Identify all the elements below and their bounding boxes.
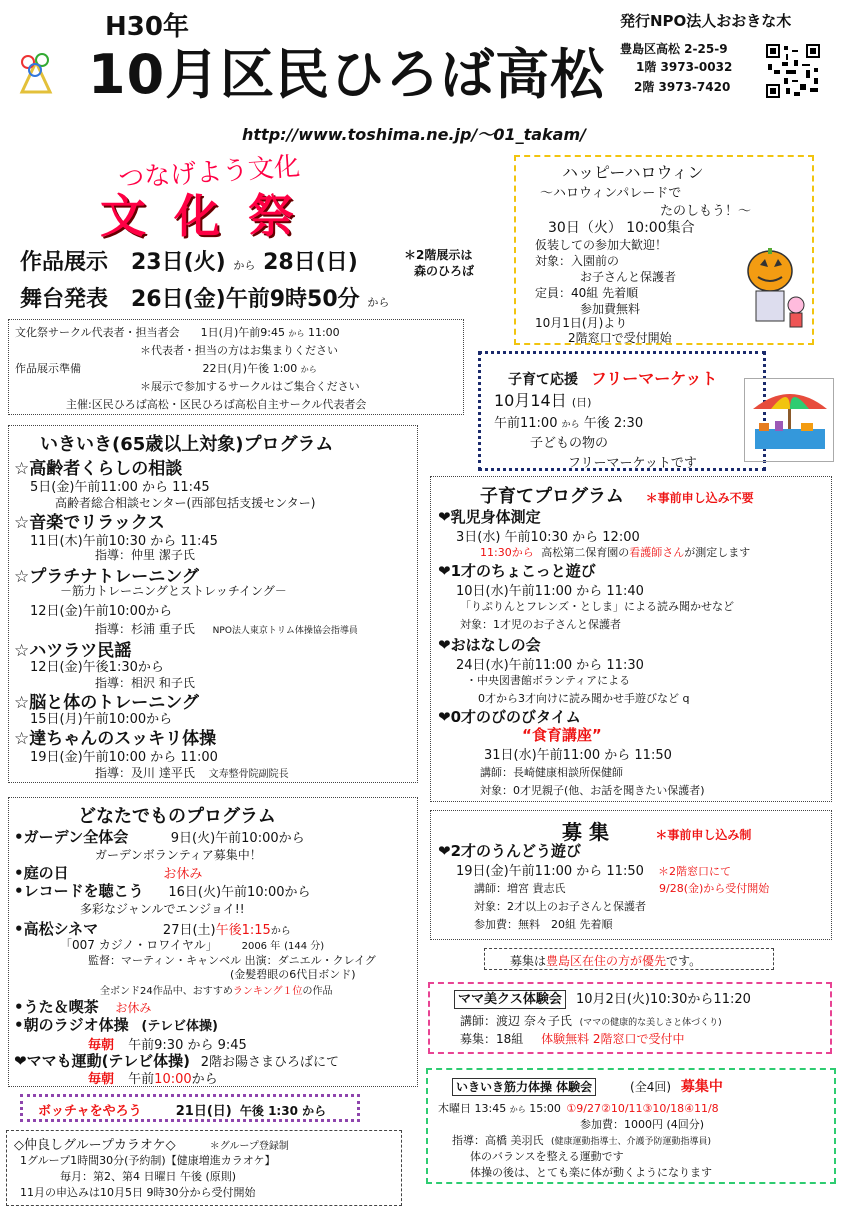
halloween-title: ハッピーハロウィン — [562, 163, 704, 182]
k4-time: 31日(水)午前11:00 から 11:50 — [484, 748, 672, 763]
boccia-date: 21日(日) — [175, 1104, 232, 1119]
radio-title: •朝のラジオ体操 — [14, 1016, 129, 1034]
meeting-line-2: ＊代表者・担当の方はお集まりください — [140, 344, 338, 357]
k1-note-time: 11:30から — [480, 546, 534, 559]
k4-target: 対象：0才児親子(他、お話を聞きたい保護者) — [480, 784, 705, 797]
niwa-title: •庭の日 — [14, 864, 69, 882]
boshu-time-row — [456, 860, 731, 879]
boshu-item-title: ❤2才のうんどう遊び — [438, 842, 582, 860]
k2-note: 「りぷりんとフレンズ・としま」による読み聞かせなど — [460, 600, 734, 613]
exhibit-from: 23日(火) — [131, 250, 226, 275]
bond-ranking-a: 全ボンド24作品中、おすすめ — [100, 986, 233, 997]
mama-beauty-recruit — [460, 1030, 685, 1047]
fleamarket-title: フリーマーケット — [590, 369, 718, 388]
k4-title: ❤0才のびのびタイム — [438, 708, 581, 726]
bond-ranking-row — [100, 982, 333, 997]
halloween-l1: 仮装しての参加大歓迎！ — [535, 238, 668, 252]
mama-beauty-lecturer-desc: (ママの健康的な美しさと体づくり) — [579, 1018, 722, 1028]
kinryoku-l3: 体操の後は、とても楽に体が動くようになります — [470, 1166, 712, 1179]
ikiiki-item-6-title: ☆達ちゃんのスッキリ体操 — [14, 729, 217, 749]
k3-note-1: ・中央図書館ボランティアによる — [466, 674, 631, 687]
cinema-title: •高松シネマ — [14, 920, 99, 938]
mama-time-a: 午前 — [128, 1072, 155, 1087]
priority-c: です。 — [666, 954, 702, 968]
kosodate-title: 子育てプログラム — [480, 486, 624, 507]
k1-time: 3日(水) 午前10:30 から 12:00 — [456, 530, 640, 545]
exhibit-label: 作品展示 — [20, 250, 109, 275]
boshu-head — [562, 816, 751, 845]
kinryoku-head — [452, 1076, 723, 1096]
mama-beauty-lecturer — [460, 1012, 722, 1029]
kinryoku-dates — [438, 1100, 719, 1116]
film-title: 「007 カジノ・ロワイヤル」 — [60, 938, 218, 952]
meeting-line-1 — [15, 324, 340, 340]
stage-label: 舞台発表 — [20, 287, 109, 312]
k1-note-b: 看護師さん — [629, 546, 685, 559]
logo — [14, 48, 58, 96]
ikiiki-title: いきいき(65歳以上対象)プログラム — [40, 434, 334, 455]
ikiiki-item-3-org: NPO法人東京トリム体操協会指導員 — [212, 626, 358, 636]
record-title: •レコードを聴こう — [14, 882, 144, 900]
k3-note-2: 0才から3才向けに読み聞かせ手遊びなど q — [478, 692, 690, 705]
ikiiki-item-6-time: 19日(金)午前10:00 から 11:00 — [30, 750, 218, 765]
radio-every: 毎朝 — [88, 1038, 115, 1053]
k4-lecturer: 講師：長崎健康相談所保健師 — [480, 766, 623, 779]
halloween-l2: 対象：入園前の — [535, 254, 620, 268]
stage-suffix: から — [367, 296, 390, 309]
ikiiki-item-3-instructor: 指導：杉浦 重子氏 — [95, 622, 195, 636]
festival-subtitle: つなげよう文化 — [117, 151, 302, 195]
mama-sub: 2階お陽さまひろばにて — [200, 1055, 340, 1070]
exhibit-from-word: から — [233, 259, 256, 272]
ikiiki-item-5-time: 15日(月)午前10:00から — [30, 712, 173, 727]
tel-1f: 1階 3973-0032 — [636, 60, 733, 74]
mama-time-c: から — [191, 1072, 218, 1087]
fleamarket-time-row — [494, 412, 643, 431]
prep-from: から — [300, 365, 317, 374]
boshu-reg: 9/28(金)から受付開始 — [659, 882, 770, 895]
boshu-target: 対象：2才以上のお子さんと保護者 — [474, 900, 646, 913]
ikiiki-item-6-org: 文寿整骨院副院長 — [208, 769, 289, 780]
cinema-from: から — [270, 926, 291, 937]
halloween-l6: 10月1日(月)より — [535, 316, 628, 330]
k2-title: ❤1才のちょこっと遊び — [438, 562, 596, 580]
boshu-title: 募 集 — [562, 820, 609, 844]
festival-line-1 — [20, 245, 358, 276]
fleamarket-from: から — [561, 420, 580, 430]
boccia-row — [38, 1100, 326, 1119]
ikiiki-item-2-title: ☆音楽でリラックス — [14, 513, 165, 533]
halloween-l3: お子さんと保護者 — [580, 270, 677, 284]
kosodate-head — [480, 482, 754, 508]
mama-every: 毎朝 — [88, 1072, 115, 1087]
ikiiki-item-6-note — [95, 764, 289, 781]
kinryoku-boshu: 募集中 — [680, 1079, 723, 1095]
cinema-date: 27日(土) — [162, 923, 216, 938]
boccia-title: ボッチャをやろう — [38, 1104, 142, 1119]
tel-2f: 2階 3973-7420 — [634, 80, 731, 94]
ikiiki-item-6-instructor: 指導：及川 達平氏 — [95, 766, 195, 780]
boccia-time: 午後 1:30 から — [239, 1104, 327, 1118]
prep-time: 22日(月)午後 1:00 — [202, 362, 298, 375]
boshu-note: ＊事前申し込み制 — [655, 828, 752, 842]
bond-ranking-b: ランキング１位 — [232, 986, 303, 997]
stage-time: 26日(金)午前9時50分 — [131, 287, 360, 312]
k4-subtitle: “食育講座” — [522, 726, 602, 744]
mama-title: ❤ママも運動(テレビ体操) — [14, 1052, 190, 1070]
film-row — [60, 936, 324, 953]
kinryoku-title: いきいき筋力体操 体験会 — [452, 1078, 596, 1096]
mama-time-b: 10:00 — [154, 1072, 192, 1087]
kinryoku-lecturer-desc: (健康運動指導士、介護予防運動指導員) — [551, 1137, 712, 1147]
radio-row — [14, 1014, 218, 1035]
mama-beauty-title: ママ美クス体験会 — [454, 990, 566, 1009]
exhibit-note-2: 森のひろば — [414, 264, 475, 278]
garden-row — [14, 826, 305, 847]
halloween-sub-1: ～ハロウィンパレードで — [540, 186, 682, 201]
uta-title: •うた＆喫茶 — [14, 998, 99, 1016]
ikiiki-item-5-title: ☆脳と体のトレーニング — [14, 693, 199, 713]
halloween-l7: 2階窓口で受付開始 — [568, 331, 672, 345]
ikiiki-item-3-note — [95, 620, 358, 637]
fleamarket-label: 子育て応援 — [508, 372, 578, 388]
mama-beauty-count: 募集：18組 — [460, 1032, 524, 1046]
boshu-lecturer: 講師：増宮 貴志氏 — [474, 882, 566, 895]
festival-title: 文化祭 — [100, 189, 322, 243]
page-title: 10月区民ひろば高松 — [88, 43, 606, 106]
kinryoku-count: (全4回) — [630, 1080, 672, 1094]
mama-beauty-head — [454, 988, 751, 1007]
fleamarket-l2: フリーマーケットです — [568, 456, 697, 471]
film-length: (144 分) — [284, 941, 325, 952]
ikiiki-item-3-title: ☆プラチナトレーニング — [14, 567, 199, 587]
meeting-time: 1日(月)午前9:45 — [200, 326, 285, 339]
karaoke-l1: 1グループ1時間30分(予約制)【健康増進カラオケ】 — [20, 1154, 276, 1167]
exhibit-to: 28日(日) — [263, 250, 358, 275]
fleamarket-day: (日) — [571, 396, 592, 409]
exhibit-note-1: ＊2階展示は — [404, 248, 473, 262]
kinryoku-l2: 体のバランスを整える運動です — [470, 1150, 624, 1163]
qr-code[interactable] — [766, 44, 820, 98]
record-note: 多彩なジャンルでエンジョイ!! — [80, 902, 245, 916]
meeting-from: から — [288, 329, 305, 338]
fleamarket-illustration — [744, 378, 834, 462]
k3-title: ❤おはなしの会 — [438, 636, 541, 654]
address: 豊島区高松 2-25-9 — [620, 42, 728, 56]
priority-a: 募集は — [510, 954, 547, 968]
boshu-lecturer-row — [474, 880, 769, 896]
k1-title: ❤乳児身体測定 — [438, 508, 541, 526]
priority-b: 豊島区在住の方が優先 — [546, 954, 667, 968]
donata-title: どなたでものプログラム — [78, 806, 276, 827]
meeting-end: 11:00 — [307, 326, 340, 339]
garden-title: •ガーデン全体会 — [14, 828, 129, 846]
mama-beauty-date: 10月2日(火)10:30から11:20 — [576, 992, 751, 1007]
kinryoku-fee: 参加費：1000円 (4回分) — [580, 1118, 705, 1131]
ikiiki-item-3-sub: －筋力トレーニングとストレッチイング－ — [60, 584, 287, 598]
cinema-time: 午後1:15 — [215, 923, 271, 938]
film-year: 2006 年 — [241, 941, 281, 952]
k1-note-c: が測定します — [684, 546, 751, 559]
ikiiki-item-2-note: 指導：仲里 潔子氏 — [95, 548, 195, 562]
k2-target: 対象：1才児のお子さんと保護者 — [460, 618, 621, 631]
boshu-window: ＊2階窓口にて — [658, 865, 732, 878]
film-bond: (金髪碧眼の6代目ボンド) — [230, 968, 356, 981]
k1-note-a: 高松第二保育園の — [541, 546, 630, 559]
boshu-fee: 参加費：無料 20組 先着順 — [474, 918, 613, 931]
ikiiki-item-1-title: ☆高齢者くらしの相談 — [14, 459, 183, 479]
mama-beauty-lecturer-name: 講師：渡辺 奈々子氏 — [460, 1014, 572, 1028]
boshu-time: 19日(金)午前11:00 から 11:50 — [456, 864, 644, 879]
mama-time-row — [88, 1068, 218, 1087]
ikiiki-item-4-title: ☆ハツラツ民謡 — [14, 641, 132, 661]
ikiiki-item-1-time: 5日(金)午前11:00 から 11:45 — [30, 480, 210, 495]
karaoke-head — [14, 1134, 289, 1153]
pumpkin-kids-illustration — [740, 245, 806, 331]
mama-beauty-free: 体験無料 2階窓口で受付中 — [541, 1032, 685, 1046]
fleamarket-end: 午後 2:30 — [583, 416, 644, 431]
karaoke-note: ＊グループ登録制 — [209, 1141, 289, 1152]
halloween-sub-2: たのしもう！～ — [660, 204, 752, 219]
radio-sub: (テレビ体操) — [141, 1019, 218, 1034]
bond-ranking-c: の作品 — [302, 986, 333, 997]
website-url[interactable]: http://www.toshima.ne.jp/～01_takam/ — [242, 125, 586, 144]
prep-title: 作品展示準備 — [15, 362, 81, 375]
ikiiki-item-3-time: 12日(金)午前10:00から — [30, 604, 173, 619]
uta-note: お休み — [115, 1001, 152, 1015]
meeting-line-3 — [15, 360, 317, 376]
kinryoku-end: 15:00 — [529, 1102, 561, 1115]
fleamarket-date: 10月14日 — [494, 391, 567, 410]
festival-line-2 — [20, 282, 389, 313]
meeting-title: 文化祭サークル代表者・担当者会 — [15, 326, 180, 339]
ikiiki-item-2-time: 11日(木)午前10:30 から 11:45 — [30, 534, 218, 549]
publisher: 発行NPO法人おおきな木 — [620, 12, 792, 30]
karaoke-title: ◇仲良しグループカラオケ◇ — [14, 1138, 176, 1153]
film-director: 監督：マーティン・キャンベル 出演：ダニエル・クレイグ — [88, 954, 376, 967]
record-time: 16日(火)午前10:00から — [168, 885, 311, 900]
fleamarket-heading — [508, 366, 717, 389]
niwa-note: お休み — [163, 867, 203, 882]
k3-time: 24日(水)午前11:00 から 11:30 — [456, 658, 644, 673]
radio-time: 午前9:30 から 9:45 — [128, 1038, 247, 1053]
fleamarket-date-row — [494, 388, 591, 411]
fleamarket-l1: 子どもの物の — [530, 436, 609, 451]
karaoke-l3: 11月の申込みは10月5日 9時30分から受付開始 — [20, 1186, 256, 1199]
ikiiki-item-4-time: 12日(金)午後1:30から — [30, 660, 164, 675]
karaoke-l2: 毎月：第2、第4 日曜日 午後 (原則) — [60, 1170, 237, 1183]
meeting-line-5: 主催:区民ひろば高松・区民ひろば高松自主サークル代表者会 — [66, 398, 367, 411]
kinryoku-date-list: ①9/27②10/11③10/18④11/8 — [566, 1102, 719, 1115]
halloween-date: 30日（火） 10:00集合 — [548, 220, 695, 236]
garden-time: 9日(火)午前10:00から — [170, 831, 305, 846]
kosodate-note: ＊事前申し込み不要 — [645, 491, 754, 505]
ikiiki-item-1-note: 高齢者総合相談センター(西部包括支援センター) — [55, 496, 316, 510]
kinryoku-lecturer-name: 指導：高橋 美羽氏 — [452, 1134, 544, 1147]
halloween-l5: 参加費無料 — [580, 302, 641, 316]
k2-time: 10日(水)午前11:00 から 11:40 — [456, 584, 644, 599]
k1-note — [480, 544, 750, 560]
priority-row — [510, 952, 701, 969]
kinryoku-day: 木曜日 13:45 — [438, 1102, 507, 1115]
header-year: H30年 — [105, 12, 189, 42]
kinryoku-from: から — [509, 1105, 526, 1114]
halloween-l4: 定員：40組 先着順 — [535, 286, 639, 300]
record-row — [14, 880, 311, 901]
ikiiki-item-4-note: 指導：相沢 和子氏 — [95, 676, 195, 690]
garden-note: ガーデンボランティア募集中！ — [95, 848, 262, 862]
fleamarket-start: 午前11:00 — [494, 416, 558, 431]
kinryoku-lecturer — [452, 1132, 711, 1148]
meeting-line-4: ＊展示で参加するサークルはご集合ください — [140, 380, 360, 393]
